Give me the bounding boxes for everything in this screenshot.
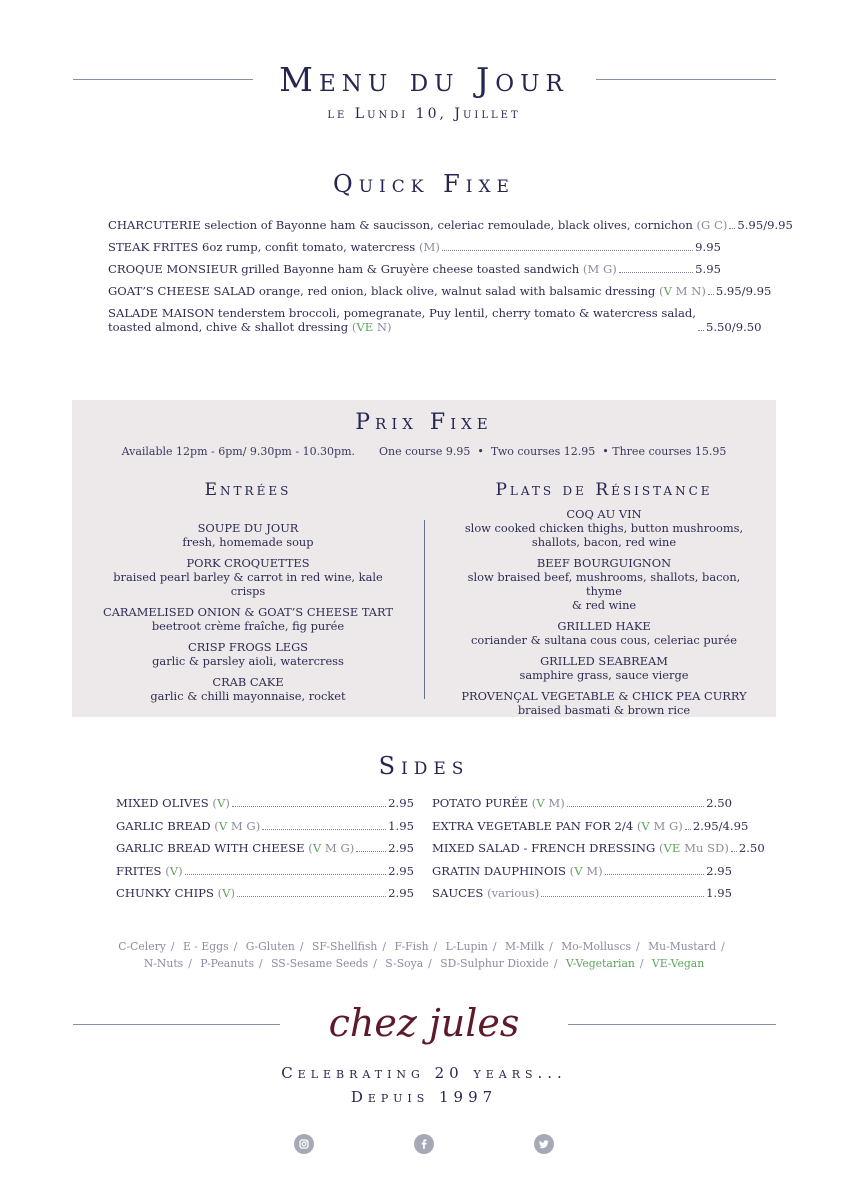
quick-fixe-title: Quick Fixe xyxy=(333,170,515,198)
price: 2.95 xyxy=(388,886,414,900)
plat-item: PROVENÇAL VEGETABLE & CHICK PEA CURRY braised basmati & brown rice xyxy=(461,689,747,717)
price: 5.95 xyxy=(695,262,721,276)
side-item: GRATIN DAUPHINOIS (V M) 2.95 xyxy=(432,863,732,878)
chez-jules-logo xyxy=(300,998,548,1058)
price: 5.95/9.95 xyxy=(715,284,772,298)
quick-fixe-item: SALADE MAISON tenderstem broccoli, pomegranate, Puy lentil, cherry tomato & watercress salad, toasted almond, chive & shallot dressing (VE N) 5.50/9.50 xyxy=(108,306,762,334)
side-item: GARLIC BREAD (V M G) 1.95 xyxy=(116,818,414,833)
entree-item: PORK CROQUETTES braised pearl barley & carrot in red wine, kale crisps xyxy=(113,556,383,598)
price: 1.95 xyxy=(706,886,732,900)
side-item: POTATO PURÉE (V M) 2.50 xyxy=(432,796,732,810)
side-item: CHUNKY CHIPS (V) 2.95 xyxy=(116,886,414,900)
quick-fixe-item: GOAT’S CHEESE SALAD orange, red onion, black olive, walnut salad with balsamic dressing (V M N) 5.95/9.95 xyxy=(108,284,772,298)
allergen-line-1: C-Celery / E - Eggs / G-Gluten / SF-Shellfish / F-Fish / L-Lupin / M-Milk / Mo-Molluscs / Mu-Mustard / xyxy=(118,940,725,953)
entree-item: CARAMELISED ONION & GOAT’S CHEESE TART beetroot crème fraîche, fig purée xyxy=(102,605,394,633)
entrees-list xyxy=(98,521,398,710)
plats-title: Plats de Résistance xyxy=(495,480,713,500)
allergen-line-2: N-Nuts / P-Peanuts / SS-Sesame Seeds / S-Soya / SD-Sulphur Dioxide / V-Vegetarian / VE-Vegan xyxy=(143,957,705,970)
plat-item: GRILLED SEABREAM samphire grass, sauce vierge xyxy=(519,654,689,682)
price: 2.95/4.95 xyxy=(692,818,749,833)
side-item: MIXED OLIVES (V) 2.95 xyxy=(116,796,414,810)
price: 2.95 xyxy=(388,841,414,855)
price: 2.95 xyxy=(388,863,414,878)
svg-text:chez jules: chez jules xyxy=(328,1001,520,1045)
side-item: EXTRA VEGETABLE PAN FOR 2/4 (V M G) 2.95/4.95 xyxy=(432,818,749,833)
price: 2.50 xyxy=(706,796,732,810)
prix-fixe-pricing: One course 9.95 • Two courses 12.95 • Three courses 15.95 xyxy=(379,445,727,458)
price: 2.95 xyxy=(706,863,732,878)
side-item: SAUCES (various) 1.95 xyxy=(432,886,732,900)
side-item: GARLIC BREAD WITH CHEESE (V M G) 2.95 xyxy=(116,841,414,855)
price: 1.95 xyxy=(388,818,414,833)
prix-fixe-info xyxy=(72,445,776,458)
facebook-icon[interactable] xyxy=(414,1134,434,1154)
sides-list-left xyxy=(116,796,414,909)
quick-fixe-list xyxy=(108,218,793,342)
entree-item: SOUPE DU JOUR fresh, homemade soup xyxy=(182,521,314,549)
price: 9.95 xyxy=(695,240,721,254)
instagram-icon[interactable] xyxy=(294,1134,314,1154)
quick-fixe-item: CHARCUTERIE selection of Bayonne ham & saucisson, celeriac remoulade, black olives, cornichon (G C) 5.95/9.95 xyxy=(108,218,793,232)
prix-fixe-availability: Available 12pm - 6pm/ 9.30pm - 10.30pm. xyxy=(121,445,356,458)
prix-fixe-title: Prix Fixe xyxy=(355,410,493,435)
column-divider xyxy=(424,520,425,699)
footer-tagline: Celebrating 20 years... xyxy=(281,1064,567,1082)
price: 5.50/9.50 xyxy=(705,320,762,334)
price: 2.95 xyxy=(388,796,414,810)
sides-title: Sides xyxy=(378,752,470,780)
side-item: FRITES (V) 2.95 xyxy=(116,863,414,878)
plat-item: GRILLED HAKE coriander & sultana cous cous, celeriac purée xyxy=(471,619,737,647)
quick-fixe-item: CROQUE MONSIEUR grilled Bayonne ham & Gruyère cheese toasted sandwich (M G) 5.95 xyxy=(108,262,721,276)
footer-rule-left xyxy=(73,1024,280,1025)
sides-list-right xyxy=(432,796,765,909)
footer-since: Depuis 1997 xyxy=(350,1088,498,1106)
price: 5.95/9.95 xyxy=(737,218,793,232)
twitter-icon[interactable] xyxy=(534,1134,554,1154)
allergen-key xyxy=(72,938,776,972)
plat-item: COQ AU VIN slow cooked chicken thighs, button mushrooms, shallots, bacon, red wine xyxy=(464,507,744,549)
side-item: MIXED SALAD - FRENCH DRESSING (VE Mu SD) 2.50 xyxy=(432,841,765,855)
plat-item: BEEF BOURGUIGNON slow braised beef, mushrooms, shallots, bacon, thyme & red wine xyxy=(467,556,741,612)
page-title: Menu du Jour xyxy=(279,60,569,99)
quick-fixe-item: STEAK FRITES 6oz rump, confit tomato, watercress (M) 9.95 xyxy=(108,240,721,254)
entree-item: CRAB CAKE garlic & chilli mayonnaise, rocket xyxy=(150,675,346,703)
entrees-title: Entrées xyxy=(204,480,292,500)
entree-item: CRISP FROGS LEGS garlic & parsley aioli, watercress xyxy=(152,640,344,668)
plats-list xyxy=(448,507,760,724)
footer-rule-right xyxy=(568,1024,776,1025)
menu-date: le Lundi 10, Juillet xyxy=(327,106,521,122)
price: 2.50 xyxy=(738,841,765,855)
